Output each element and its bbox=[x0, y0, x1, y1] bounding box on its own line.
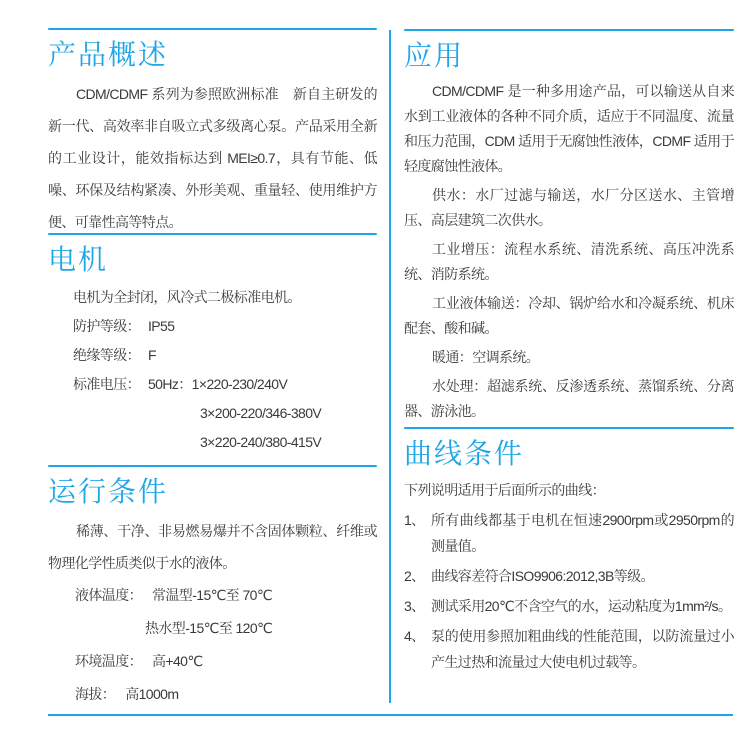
operating-spec-row-continuation bbox=[48, 612, 377, 645]
application-paragraph: 暖通：空调系统。 bbox=[432, 349, 540, 365]
motor-spec-row bbox=[48, 341, 377, 370]
operating-spec-row bbox=[48, 678, 377, 711]
section-divider bbox=[48, 465, 377, 467]
motor-spec-row-continuation bbox=[48, 428, 377, 457]
spec-value: 50Hz：1×220-230/240V bbox=[148, 376, 288, 392]
application-paragraph: 水处理：超滤系统、反渗透系统、蒸馏系统、分离器、游泳池。 bbox=[404, 378, 734, 419]
motor-spec-row bbox=[48, 370, 377, 399]
section-divider bbox=[48, 233, 377, 235]
motor-spec-row-continuation bbox=[48, 399, 377, 428]
list-item-number: 2、 bbox=[404, 568, 425, 584]
application-paragraph: 工业增压：流程水系统、清洗系统、高压冲洗系统、消防系统。 bbox=[404, 241, 734, 282]
section-operating-conditions bbox=[48, 465, 377, 711]
application-paragraph: CDM/CDMF 是一种多用途产品，可以输送从自来水到工业液体的各种不同介质，适应于不同温度、流量和压力范围，CDM 适用于无腐蚀性液体，CDMF 适用于轻度腐蚀性液体。 bbox=[404, 83, 734, 174]
spec-label: 环境温度： bbox=[75, 653, 142, 669]
overview-body-text: CDM/CDMF 系列为参照欧洲标准 新自主研发的新一代、高效率非自吸立式多级离心泵。产品采用全新的工业设计，能效指标达到 MEI≥0.7，具有节能、低噪、环保及结构紧凑、外形美观、重量轻、使用维护方便、可靠性高等特点。 bbox=[48, 86, 377, 230]
list-item-text: 测试采用20℃不含空气的水，运动粘度为1mm²/s。 bbox=[431, 598, 732, 614]
operating-spec-row bbox=[48, 645, 377, 678]
spec-value: 3×220-240/380-415V bbox=[200, 434, 322, 450]
section-title-overview: 产品概述 bbox=[48, 39, 169, 70]
motor-spec-row bbox=[48, 312, 377, 341]
operating-spec-row bbox=[48, 579, 377, 612]
curve-note-item bbox=[404, 507, 734, 559]
list-item-number: 3、 bbox=[404, 598, 425, 614]
spec-label: 海拔： bbox=[75, 686, 116, 702]
section-curve-conditions bbox=[404, 427, 734, 679]
motor-intro-text: 电机为全封闭，风冷式二极标准电机。 bbox=[73, 289, 301, 305]
column-divider-line bbox=[389, 30, 391, 703]
curve-note-item bbox=[404, 623, 734, 675]
operating-intro-text: 稀薄、干净、非易燃易爆并不含固体颗粒、纤维或物理化学性质类似于水的液体。 bbox=[48, 523, 377, 571]
list-item-text: 所有曲线都基于电机在恒速2900rpm或2950rpm的测量值。 bbox=[431, 512, 734, 554]
section-title-application: 应用 bbox=[404, 40, 465, 71]
list-item-text: 曲线容差符合ISO9906:2012,3B等级。 bbox=[431, 568, 654, 584]
list-item-number: 4、 bbox=[404, 628, 425, 644]
section-motor bbox=[48, 233, 377, 457]
spec-label: 防护等级： bbox=[73, 318, 140, 334]
section-divider bbox=[48, 28, 377, 30]
spec-label: 绝缘等级： bbox=[73, 347, 140, 363]
spec-value: 3×200-220/346-380V bbox=[200, 405, 322, 421]
spec-label: 液体温度： bbox=[75, 587, 142, 603]
spec-value: IP55 bbox=[148, 318, 175, 334]
page-bottom-line bbox=[48, 714, 733, 716]
spec-value: 高1000m bbox=[125, 686, 179, 702]
section-divider bbox=[404, 427, 734, 429]
spec-value: 常温型-15℃至 70℃ bbox=[152, 587, 272, 603]
list-item-number: 1、 bbox=[404, 512, 425, 528]
application-paragraph: 工业液体输送：冷却、锅炉给水和冷凝系统、机床配套、酸和碱。 bbox=[404, 295, 734, 336]
section-title-motor: 电机 bbox=[48, 244, 109, 275]
spec-label: 标准电压： bbox=[73, 376, 140, 392]
section-divider bbox=[404, 29, 734, 31]
spec-value: F bbox=[148, 347, 156, 363]
application-paragraph: 供水：水厂过滤与输送，水厂分区送水、主管增压、高层建筑二次供水。 bbox=[404, 187, 734, 228]
spec-value: 高+40℃ bbox=[152, 653, 203, 669]
curve-intro-text: 下列说明适用于后面所示的曲线： bbox=[404, 482, 605, 498]
list-item-text: 泵的使用参照加粗曲线的性能范围，以防流量过小产生过热和流量过大使电机过载等。 bbox=[431, 628, 734, 670]
spec-value: 热水型-15℃至 120℃ bbox=[145, 620, 273, 636]
curve-note-item bbox=[404, 563, 734, 589]
section-title-curve: 曲线条件 bbox=[404, 438, 525, 469]
curve-note-item bbox=[404, 593, 734, 619]
section-product-overview bbox=[48, 28, 377, 238]
section-application bbox=[404, 29, 734, 428]
indent-spacer bbox=[75, 612, 145, 645]
section-title-operating: 运行条件 bbox=[48, 476, 169, 507]
